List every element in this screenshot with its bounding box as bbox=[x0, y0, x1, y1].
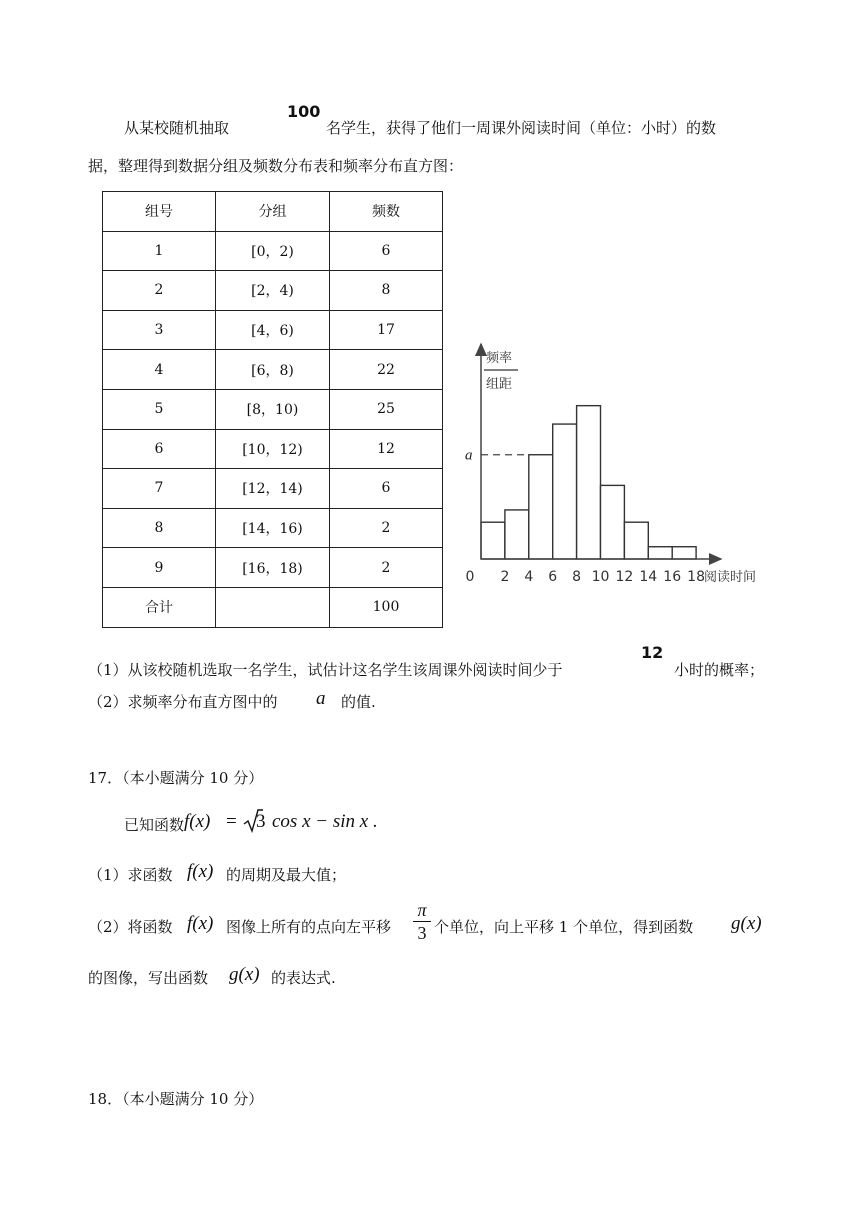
table-row bbox=[103, 231, 443, 271]
table-row bbox=[103, 310, 443, 350]
q16-part1-number: 12 bbox=[641, 643, 664, 662]
y-label-top: 频率 bbox=[486, 351, 513, 366]
table-cell: 2 bbox=[330, 508, 443, 548]
x-tick-label: 6 bbox=[548, 569, 558, 585]
table-cell: [14，16) bbox=[216, 508, 330, 548]
table-cell: 22 bbox=[330, 350, 443, 390]
q16-part2: （2）求频率分布直方图中的 bbox=[88, 693, 278, 711]
q17-part1-function: f(x) bbox=[187, 861, 214, 882]
table-cell: 100 bbox=[330, 587, 443, 627]
q17-given-text: 已知函数 bbox=[124, 816, 185, 834]
table-row bbox=[103, 389, 443, 429]
x-tick-label: 18 bbox=[687, 569, 706, 585]
table-cell: [6，8) bbox=[216, 350, 330, 390]
table-cell bbox=[216, 587, 330, 627]
table-cell: 1 bbox=[103, 231, 216, 271]
intro-part2: 名学生，获得了他们一周课外阅读时间（单位：小时）的数 bbox=[326, 119, 717, 137]
table-cell: [2，4) bbox=[216, 271, 330, 311]
q16-part1-end: 小时的概率； bbox=[674, 661, 765, 679]
q17-part2-units: 个单位，向上平移 1 个单位，得到函数 bbox=[434, 918, 694, 936]
table-cell: 6 bbox=[330, 469, 443, 509]
x-tick-label: 16 bbox=[663, 569, 682, 585]
table-cell: 5 bbox=[103, 389, 216, 429]
table-cell: 2 bbox=[103, 271, 216, 311]
x-tick-label: 12 bbox=[615, 569, 634, 585]
table-cell: 3 bbox=[103, 310, 216, 350]
table-header-cell: 分组 bbox=[216, 192, 330, 232]
table-cell: [10，12) bbox=[216, 429, 330, 469]
table-cell: [0，2) bbox=[216, 231, 330, 271]
x-tick-label: 2 bbox=[500, 569, 510, 585]
table-row bbox=[103, 548, 443, 588]
q17-given-function: f(x) bbox=[184, 811, 211, 832]
q17-given-rest: cos x − sin x . bbox=[272, 811, 378, 832]
table-header-cell: 组号 bbox=[103, 192, 216, 232]
y-label-bottom: 组距 bbox=[486, 377, 513, 392]
histogram-bar bbox=[505, 510, 529, 559]
histogram-bar bbox=[481, 522, 505, 559]
q17-part2-shift: 图像上所有的点向左平移 bbox=[226, 918, 392, 936]
reference-line-label: a bbox=[465, 447, 473, 464]
q17-part1-text: （1）求函数 bbox=[88, 866, 173, 884]
table-row bbox=[103, 429, 443, 469]
table-cell: 6 bbox=[103, 429, 216, 469]
pi-over-3-fraction bbox=[413, 900, 431, 943]
table-cell: [4，6) bbox=[216, 310, 330, 350]
histogram-bar bbox=[648, 547, 672, 559]
table-cell: 2 bbox=[330, 548, 443, 588]
histogram-bar bbox=[601, 485, 625, 559]
table-header-row bbox=[103, 192, 443, 232]
frequency-histogram bbox=[456, 340, 786, 590]
table-cell: [16，18) bbox=[216, 548, 330, 588]
x-tick-label: 8 bbox=[572, 569, 582, 585]
histogram-bar bbox=[672, 547, 696, 559]
table-row bbox=[103, 350, 443, 390]
table-header-cell: 频数 bbox=[330, 192, 443, 232]
table-cell: 合计 bbox=[103, 587, 216, 627]
q17-part2-line2-end: 的表达式. bbox=[271, 969, 336, 987]
q16-part1: （1）从该校随机选取一名学生，试估计这名学生该周课外阅读时间少于 bbox=[88, 661, 563, 679]
table-total-row bbox=[103, 587, 443, 627]
table-cell: 8 bbox=[330, 271, 443, 311]
q17-part2-g: g(x) bbox=[731, 913, 762, 934]
histogram-bar bbox=[529, 455, 553, 559]
table-cell: 8 bbox=[103, 508, 216, 548]
fraction-denominator: 3 bbox=[417, 923, 427, 943]
q17-header: 17．（本小题满分 10 分） bbox=[88, 769, 264, 787]
x-axis-label: 阅读时间 bbox=[704, 570, 757, 585]
table-row bbox=[103, 508, 443, 548]
x-tick-label: 14 bbox=[639, 569, 658, 585]
table-cell: 9 bbox=[103, 548, 216, 588]
table-cell: [8，10) bbox=[216, 389, 330, 429]
intro-count: 100 bbox=[287, 102, 321, 121]
q17-part2-line2-g: g(x) bbox=[229, 964, 260, 985]
q17-part2-function: f(x) bbox=[187, 913, 214, 934]
histogram-bar bbox=[553, 424, 577, 559]
q17-part2-text: （2）将函数 bbox=[88, 918, 173, 936]
x-tick-label: 10 bbox=[591, 569, 610, 585]
q16-part2-end: 的值. bbox=[341, 693, 376, 711]
frequency-table bbox=[102, 191, 443, 628]
intro-part1: 从某校随机抽取 bbox=[124, 119, 230, 137]
table-row bbox=[103, 271, 443, 311]
table-cell: 12 bbox=[330, 429, 443, 469]
q17-given-radicand: 3 bbox=[256, 811, 266, 832]
table-cell: 17 bbox=[330, 310, 443, 350]
histogram-bar bbox=[624, 522, 648, 559]
table-cell: [12，14) bbox=[216, 469, 330, 509]
q16-part2-variable: a bbox=[316, 688, 326, 709]
table-row bbox=[103, 469, 443, 509]
table-cell: 6 bbox=[330, 231, 443, 271]
table-cell: 7 bbox=[103, 469, 216, 509]
intro-line2: 据，整理得到数据分组及频数分布表和频率分布直方图： bbox=[88, 157, 464, 175]
fraction-numerator: π bbox=[417, 900, 427, 920]
q18-header: 18．（本小题满分 10 分） bbox=[88, 1090, 264, 1108]
q17-part1-end: 的周期及最大值； bbox=[226, 866, 347, 884]
table-cell: 4 bbox=[103, 350, 216, 390]
table-cell: 25 bbox=[330, 389, 443, 429]
x-tick-label: 0 bbox=[465, 569, 475, 585]
x-tick-label: 4 bbox=[524, 569, 534, 585]
fraction-bar bbox=[413, 921, 431, 922]
histogram-bar bbox=[577, 406, 601, 559]
q17-given-equals: = bbox=[226, 811, 237, 832]
q17-part2-line2: 的图像，写出函数 bbox=[88, 969, 209, 987]
